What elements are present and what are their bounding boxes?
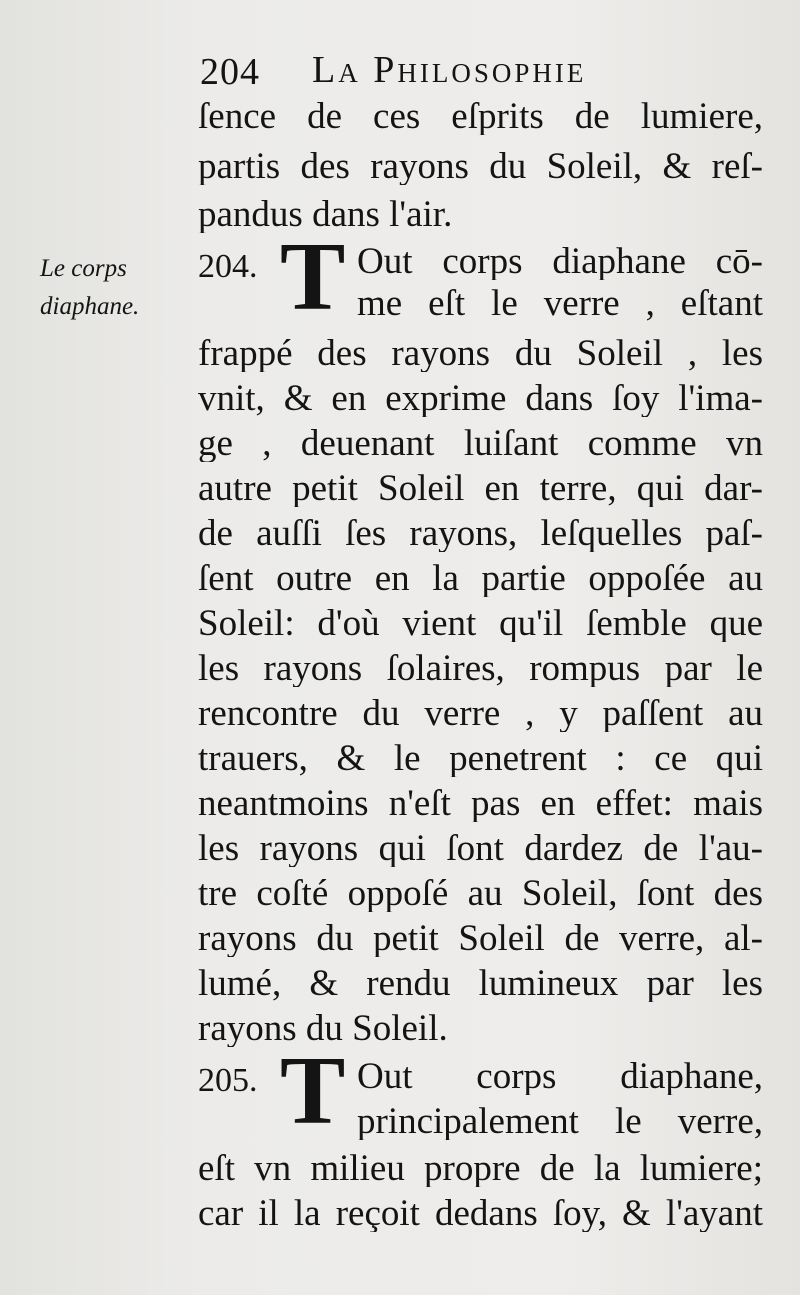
text-line: rayons du petit Soleil de verre, al- <box>198 920 763 957</box>
text-line: neantmoins n'eſt pas en effet: mais <box>198 785 763 822</box>
text-line: principalement le verre, <box>357 1103 763 1140</box>
text-line: autre petit Soleil en terre, qui dar- <box>198 470 763 507</box>
margin-note <box>40 250 139 326</box>
text-line: ge , deuenant luiſant comme vn <box>198 425 763 462</box>
running-header <box>200 40 760 100</box>
text-line: partis des rayons du Soleil, & reſ- <box>198 148 763 185</box>
margin-note-line: Le corps <box>40 255 127 282</box>
text-line: frappé des rayons du Soleil , les <box>198 335 763 372</box>
text-line: lumé, & rendu lumineux par les <box>198 965 763 1002</box>
drop-cap: T <box>280 1037 346 1145</box>
text-line: trauers, & le penetrent : ce qui <box>198 740 763 777</box>
text-line: eſt vn milieu propre de la lumiere; <box>198 1150 763 1187</box>
text-line: de auſſi ſes rayons, leſquelles paſ- <box>198 515 763 552</box>
text-line: Soleil: d'où vient qu'il ſemble que <box>198 605 763 642</box>
page-number: 204 <box>200 51 260 93</box>
text-line: Out corps diaphane cō- <box>357 243 763 280</box>
margin-note-line: diaphane. <box>40 293 140 320</box>
text-line: pandus dans l'air. <box>198 196 453 233</box>
running-title: La Philosophie <box>312 49 587 91</box>
drop-cap: T <box>280 223 346 331</box>
text-line: vnit, & en exprime dans ſoy l'ima- <box>198 380 763 417</box>
text-line: car il la reçoit dedans ſoy, & l'ayant <box>198 1195 763 1232</box>
text-line: Out corps diaphane, <box>357 1058 763 1095</box>
paragraph-number: 204. <box>198 248 258 285</box>
text-line: les rayons ſolaires, rompus par le <box>198 650 763 687</box>
text-line: me eſt le verre , eſtant <box>357 285 763 322</box>
text-line: tre coſté oppoſé au Soleil, ſont des <box>198 875 763 912</box>
text-line: les rayons qui ſont dardez de l'au- <box>198 830 763 867</box>
paragraph-number: 205. <box>198 1062 258 1099</box>
text-line: rayons du Soleil. <box>198 1010 448 1047</box>
text-line: rencontre du verre , y paſſent au <box>198 695 763 732</box>
text-line: ſence de ces eſprits de lumiere, <box>198 98 763 135</box>
text-line: ſent outre en la partie oppoſée au <box>198 560 763 597</box>
